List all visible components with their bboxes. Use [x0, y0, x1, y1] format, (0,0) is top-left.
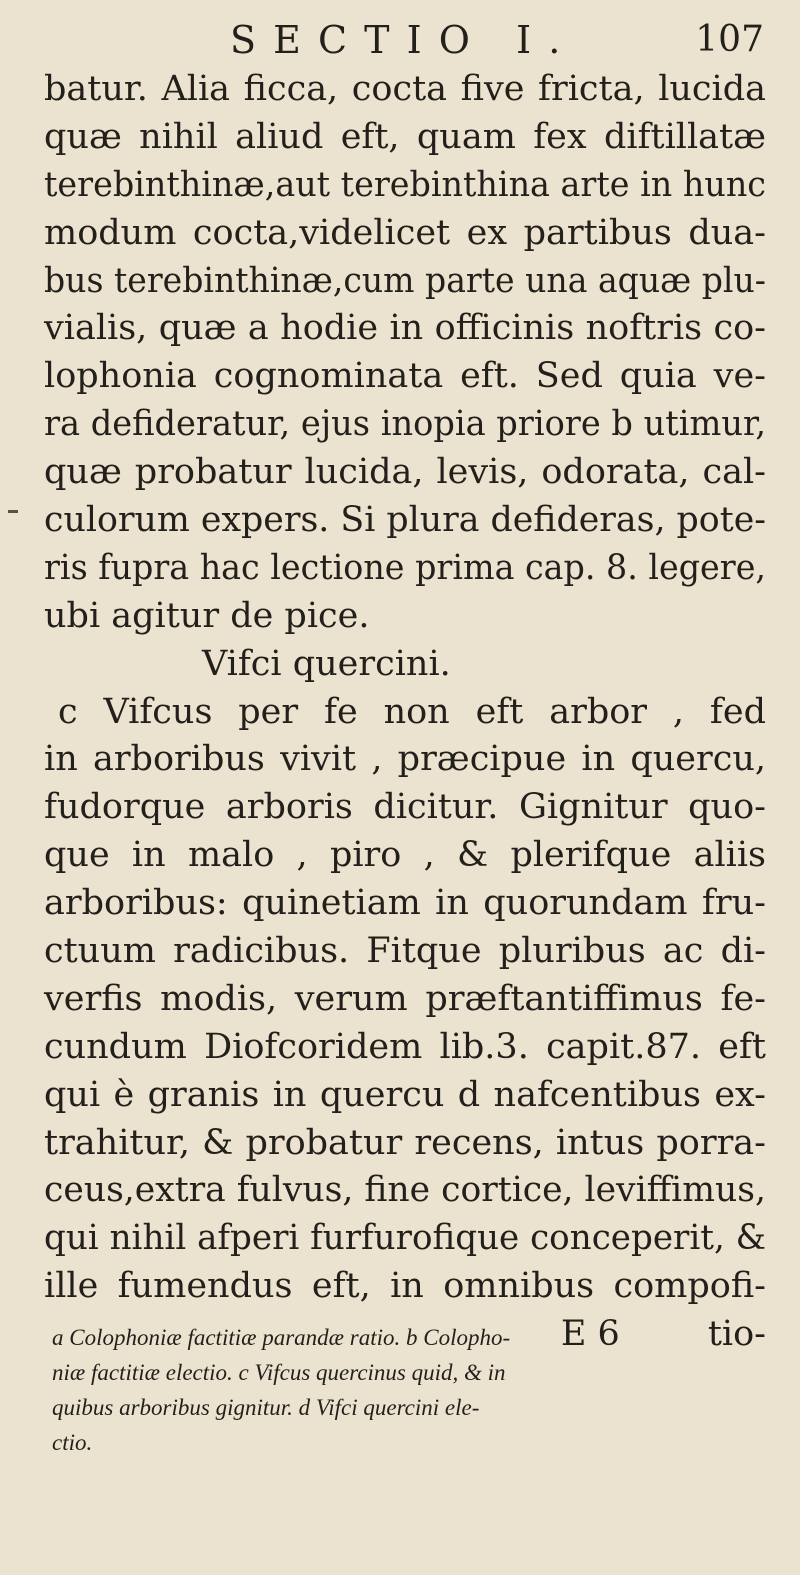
- text-line: verfis modis, verum præftantiffimus fe-: [44, 978, 766, 1019]
- signature-mark: E 6: [560, 1314, 620, 1355]
- text-line: ctuum radicibus. Fitque pluribus ac di-: [44, 931, 766, 972]
- page-header: [0, 18, 800, 62]
- text-line: ris fupra hac lectione prima cap. 8. legere,: [44, 547, 766, 588]
- text-line: cundum Diofcoridem lib.3. capit.87. eft: [44, 1026, 766, 1067]
- text-line: lophonia cognominata eft. Sed quia ve-: [44, 356, 766, 397]
- text-line: in arboribus vivit , præcipue in quercu,: [44, 739, 766, 780]
- text-line: qui è granis in quercu d nafcentibus ex-: [44, 1074, 766, 1115]
- note-line: niæ factitiæ electio. c Vifcus quercinus quid, & in: [52, 1360, 506, 1385]
- text-line: quæ nihil aliud eft, quam fex diftillatæ: [44, 116, 766, 157]
- text-line: bus terebinthinæ,cum parte una aquæ plu-: [44, 260, 766, 301]
- running-title: SECTIO I.: [230, 18, 578, 62]
- text-line: ra defideratur, ejus inopia priore b utimur,: [44, 404, 766, 445]
- text-line: ille fumendus eft, in omnibus compofi-: [44, 1266, 766, 1307]
- text-line: qui nihil afperi furfurofique conceperit, &: [44, 1218, 766, 1259]
- text-line: trahitur, & probatur recens, intus porra-: [44, 1122, 766, 1163]
- text-line: terebinthinæ,aut terebinthina arte in hunc: [44, 164, 766, 205]
- text-line: ubi agitur de pice.: [44, 595, 370, 636]
- note-line: quibus arboribus gignitur. d Vifci quercini ele-: [52, 1395, 480, 1420]
- text-line: c Vifcus per fe non eft arbor , fed: [58, 691, 766, 732]
- text-line: quæ probatur lucida, levis, odorata, cal-: [44, 452, 766, 493]
- margin-mark: [8, 510, 18, 513]
- margin-notes: [52, 1320, 772, 1460]
- text-line: arboribus: quinetiam in quorundam fru-: [44, 883, 766, 924]
- note-line: a Colophoniæ factitiæ parandæ ratio. b Colopho-: [52, 1325, 511, 1350]
- main-text: [44, 66, 774, 1359]
- note-line: ctio.: [52, 1430, 93, 1455]
- text-line: modum cocta,videlicet ex partibus dua-: [44, 212, 766, 253]
- text-line: vialis, quæ a hodie in officinis noftris co-: [44, 308, 766, 349]
- text-line: que in malo , piro , & plerifque aliis: [44, 835, 766, 876]
- text-line: ceus,extra fulvus, fine cortice, leviffimus,: [44, 1170, 766, 1211]
- section-heading: Vifci quercini.: [202, 643, 451, 684]
- text-line: fudorque arboris dicitur. Gignitur quo-: [44, 787, 766, 828]
- text-line: batur. Alia ficca, cocta five fricta, lucida: [44, 69, 766, 109]
- text-line: culorum expers. Si plura defideras, pote-: [44, 500, 766, 541]
- page-number: 107: [695, 19, 764, 60]
- catchword: tio-: [707, 1314, 766, 1355]
